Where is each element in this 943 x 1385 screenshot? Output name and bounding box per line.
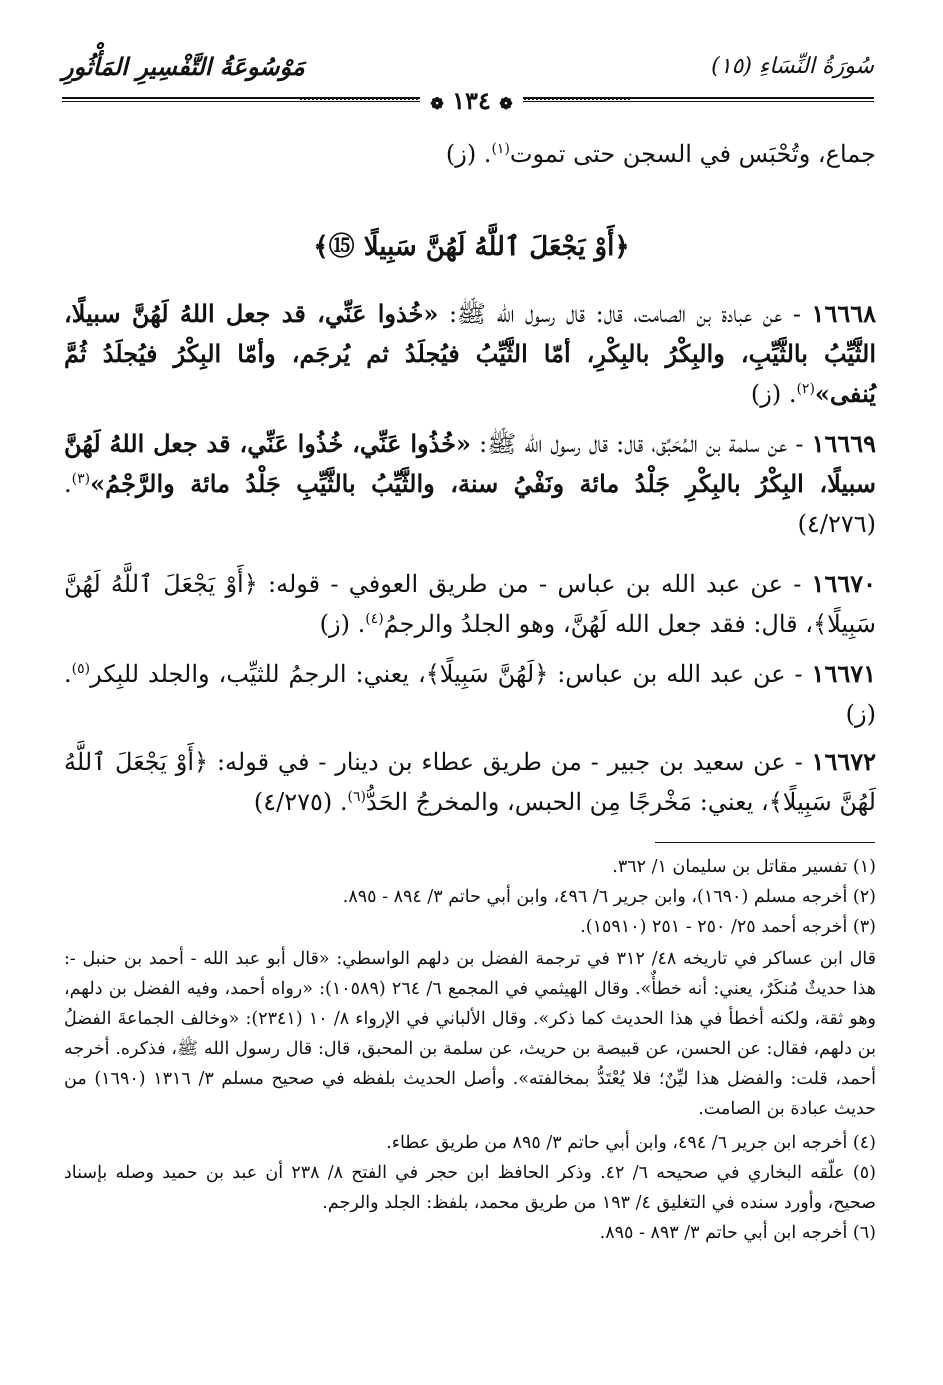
intro-tail: . (ز)	[445, 140, 492, 168]
entry-number: ١٦٦٧١	[811, 659, 876, 688]
entry-number: ١٦٦٧٢	[811, 747, 876, 776]
footnote-separator	[655, 842, 875, 843]
footnote-ref: (٥)	[71, 661, 91, 677]
entry-tail: . (ز)	[319, 610, 366, 638]
ornament-icon: ❁	[499, 94, 513, 113]
footnote-3-commentary: قال ابن عساكر في تاريخه ٤٨/ ٣١٢ في ترجمة الفضل بن دلهم الواسطي: «قال أبو عبد الله - أحمد بن حنبل -: هذا حديثٌ مُنكَرٌ، يعني: أنه خطأٌ». وقال الهيثمي في المجمع ٦/ ٢٦٤ (١٠٥٨٩): «رواه أحمد، وفيه الفضل بن دلهم، وهو ثقة، ولكنه أخطأ في هذا الحديث كما ذكر». وقال الألباني في الإرواء ٨/ ١٠ (٢٣٤١): «وخالف الجماعةَ الفضلُ بن دلهم، فقال: عن الحسن، عن قبيصة بن حريث، عن سلمة بن المحبق، قال: قال رسول الله ﷺ، فذكره. أخرجه أحمد، قلت: والفضل هذا ليِّنٌ؛ فلا يُعْتَدُّ بمخالفته». وأصل الحديث بلفظه في صحيح مسلم ٣/ ١٣١٦ (١٦٩٠) من حديث عبادة بن الصامت.	[64, 949, 877, 1119]
entry-lead: - عن سلمة بن المُحَبِّق، قال: قال رسول الله ﷺ:	[471, 430, 812, 458]
footnote-ref: (٣)	[71, 471, 91, 487]
entry-16672	[64, 742, 876, 822]
entry-number: ١٦٦٦٩	[811, 429, 877, 458]
footnote-5: (٥) علّقه البخاري في صحيحه ٦/ ٤٢. وذكر الحافظ ابن حجر في الفتح ٨/ ٢٣٨ أن عبد بن حميد وصله بإسناد صحيح، وأورد سنده في التغليق ٤/ ١٩٣ من طريق محمد، بلفظ: الجلد والرجم.	[64, 1163, 876, 1213]
hadith-text: «خُذوا عَنِّي، قد جعل اللهُ لَهُنَّ سبيلًا، الثَّيِّبُ بالثَّيِّبِ، والبِكْرُ بالبِكْرِ، أمّا الثَّيِّبُ فيُجلَدُ ثم يُرجَم، وأمّا البِكْرُ فيُجلَدُ ثُمَّ يُنفى»	[64, 299, 876, 408]
footnote-4: (٤) أخرجه ابن جرير ٦/ ٤٩٤، وابن أبي حاتم ٣/ ٨٩٥ من طريق عطاء.	[386, 1133, 876, 1153]
entry-16671	[64, 654, 876, 734]
footnote-ref: (٢)	[796, 381, 815, 397]
entry-lead: - عن عبد الله بن عباس: ﴿لَهُنَّ سَبِيلًا﴾، يعني: الرجمُ للثيِّب، والجلد للبِكر	[90, 660, 812, 688]
entry-number: ١٦٦٦٨	[811, 299, 876, 328]
page-number-box	[420, 86, 522, 115]
entry-16668	[64, 294, 876, 414]
entry-tail: . (٤/٢٧٥)	[253, 788, 348, 816]
entry-tail: . (٤/٢٧٦)	[64, 470, 876, 538]
footnote-2: (٢) أخرجه مسلم (١٦٩٠)، وابن جرير ٦/ ٤٩٦، وابن أبي حاتم ٣/ ٨٩٤ - ٨٩٥.	[342, 887, 876, 907]
ornament-icon: ❁	[430, 94, 444, 113]
book-title: مَوْسُوعَةُ التَّفْسِيرِ المَأْثُورِ	[62, 52, 305, 81]
entry-lead: - عن عبادة بن الصامت، قال: قال رسول الله ﷺ:	[438, 300, 812, 328]
footnote-ref: (٦)	[347, 789, 366, 805]
entry-tail: . (ز)	[64, 660, 876, 728]
footnote-3: (٣) أخرجه أحمد ٢٥/ ٢٥٠ - ٢٥١ (١٥٩١٠).	[580, 917, 876, 937]
entry-number: ١٦٦٧٠	[811, 569, 876, 598]
footnote-ref: (١)	[491, 141, 510, 157]
entry-16669	[64, 424, 876, 544]
entry-tail: . (ز)	[750, 380, 797, 408]
entry-lead: - عن سعيد بن جبير - من طريق عطاء بن دينار - في قوله: ﴿أَوْ يَجْعَلَ ٱللَّهُ لَهُنَّ سَبِيلًا﴾، يعني: مَخْرجًا مِن الحبس، والمخرجُ الحَدُّ	[64, 748, 876, 816]
verse-heading: ﴿أَوْ يَجْعَلَ ٱللَّهُ لَهُنَّ سَبِيلًا ⑮﴾	[313, 232, 630, 262]
footnotes	[64, 852, 876, 1248]
page-number: ١٣٤	[452, 86, 491, 115]
entry-16670	[64, 564, 876, 644]
entry-lead: - عن عبد الله بن عباس - من طريق العوفي - قوله: ﴿أَوْ يَجْعَلَ ٱللَّهُ لَهُنَّ سَبِيلًا﴾، قال: فقد جعل الله لَهُنَّ، وهو الجلدُ والرجمُ	[64, 570, 876, 638]
intro-line	[64, 134, 876, 174]
surah-title: سُورَةُ النِّسَاءِ (١٥)	[711, 54, 874, 79]
footnote-ref: (٤)	[365, 611, 384, 627]
footnote-6: (٦) أخرجه ابن أبي حاتم ٣/ ٨٩٣ - ٨٩٥.	[599, 1223, 876, 1243]
hadith-text: «خُذُوا عَنِّي، خُذُوا عَنِّي، قد جعل اللهُ لَهُنَّ سبيلًا، البِكْرُ بالبِكْرِ جَلْدُ مائة ونَفْيُ سنة، والثَّيِّبُ بالثَّيِّبِ جَلْدُ مائة والرَّجْمُ»	[64, 429, 876, 498]
footnote-1: (١) تفسير مقاتل بن سليمان ١/ ٣٦٢.	[612, 857, 876, 877]
intro-text: جماع، وتُحْبَس في السجن حتى تموت	[509, 140, 876, 168]
